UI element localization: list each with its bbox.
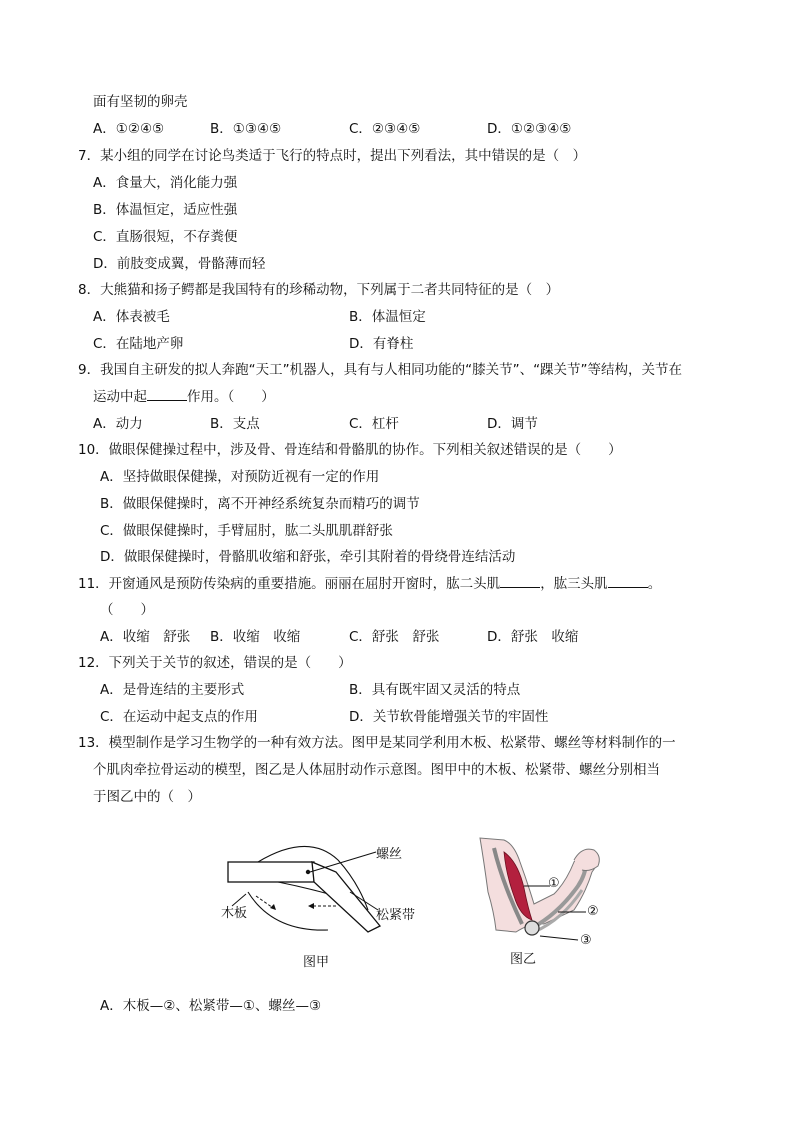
q12-option-d: D．关节软骨能增强关节的牢固性 [349,709,549,725]
q13-stem-line2: 个肌肉牵拉骨运动的模型，图乙是人体屈肘动作示意图。图甲中的木板、松紧带、螺丝分别相当 [93,762,660,778]
label-board: 木板 [221,906,248,921]
mark-1: ① [548,876,560,891]
q10-option-d: D．做眼保健操时，骨骼肌收缩和舒张，牵引其附着的骨绕骨连结活动 [100,549,516,565]
q9-option-c: C．杠杆 [349,416,399,432]
q9-option-b: B．支点 [210,416,260,432]
q7-stem: 7．某小组的同学在讨论鸟类适于飞行的特点时，提出下列看法，其中错误的是（ ） [78,148,587,164]
caption-figure-jia: 图甲 [303,955,330,970]
q6-option-a: A．①②④⑤ [93,121,165,137]
q8-option-a: A．体表被毛 [93,309,170,325]
q7-option-d: D．前肢变成翼，骨骼薄而轻 [93,256,266,272]
q11-stem: 11．开窗通风是预防传染病的重要措施。丽丽在屈肘开窗时，肱二头肌 ，肱三头肌 。 [78,576,662,592]
label-screw: 螺丝 [376,847,403,862]
q10-stem: 10．做眼保健操过程中，涉及骨、骨连结和骨骼肌的协作。下列相关叙述错误的是（ ） [78,442,622,458]
q13-stem-line3: 于图乙中的（ ） [93,789,201,805]
q11-option-c: C．舒张 舒张 [349,629,440,645]
q10-option-b: B．做眼保健操时，离不开神经系统复杂而精巧的调节 [100,496,420,512]
q12-option-b: B．具有既牢固又灵活的特点 [349,682,521,698]
q7-option-b: B．体温恒定，适应性强 [93,202,238,218]
q11-option-a: A．收缩 舒张 [100,629,191,645]
mark-3: ③ [580,933,592,948]
q8-option-d: D．有脊柱 [349,336,414,352]
q6-option-c: C．②③④⑤ [349,121,421,137]
q6-option-b: B．①③④⑤ [210,121,282,137]
label-elastic-band: 松紧带 [376,908,416,923]
q6-stem-continuation: 面有坚韧的卵壳 [93,94,188,110]
q9-stem-line2: 运动中起 作用。（ ） [93,389,275,405]
q11-option-d: D．舒张 收缩 [487,629,579,645]
figure-jia-model [218,832,438,942]
q9-option-a: A．动力 [93,416,143,432]
q11-answer-paren: （ ） [100,602,154,618]
q13-option-a: A．木板—②、松紧带—①、螺丝—③ [100,998,322,1014]
mark-2: ② [587,904,599,919]
q9-stem-line1: 9．我国自主研发的拟人奔跑“天工”机器人，具有与人相同功能的“膝关节”、“踝关节”等结构，关节在 [78,362,683,378]
q8-stem: 8．大熊猫和扬子鳄都是我国特有的珍稀动物，下列属于二者共同特征的是（ ） [78,282,560,298]
q8-option-b: B．体温恒定 [349,309,426,325]
q11-blank-1 [500,575,540,588]
figure-yi-elbow-flexion [474,832,624,952]
q10-option-a: A．坚持做眼保健操，对预防近视有一定的作用 [100,469,380,485]
q13-stem-line1: 13．模型制作是学习生物学的一种有效方法。图甲是某同学利用木板、松紧带、螺丝等材料制作的一 [78,735,676,751]
q7-option-a: A．食量大，消化能力强 [93,175,238,191]
q9-option-d: D．调节 [487,416,538,432]
caption-figure-yi: 图乙 [510,952,537,967]
q8-option-c: C．在陆地产卵 [93,336,184,352]
q6-option-d: D．①②③④⑤ [487,121,572,137]
q10-option-c: C．做眼保健操时，手臂屈肘，肱二头肌肌群舒张 [100,523,393,539]
q12-option-a: A．是骨连结的主要形式 [100,682,245,698]
q9-blank [147,388,187,401]
q12-option-c: C．在运动中起支点的作用 [100,709,258,725]
q11-blank-2 [608,575,648,588]
q11-option-b: B．收缩 收缩 [210,629,301,645]
q12-stem: 12．下列关于关节的叙述，错误的是（ ） [78,655,352,671]
q7-option-c: C．直肠很短，不存粪便 [93,229,238,245]
